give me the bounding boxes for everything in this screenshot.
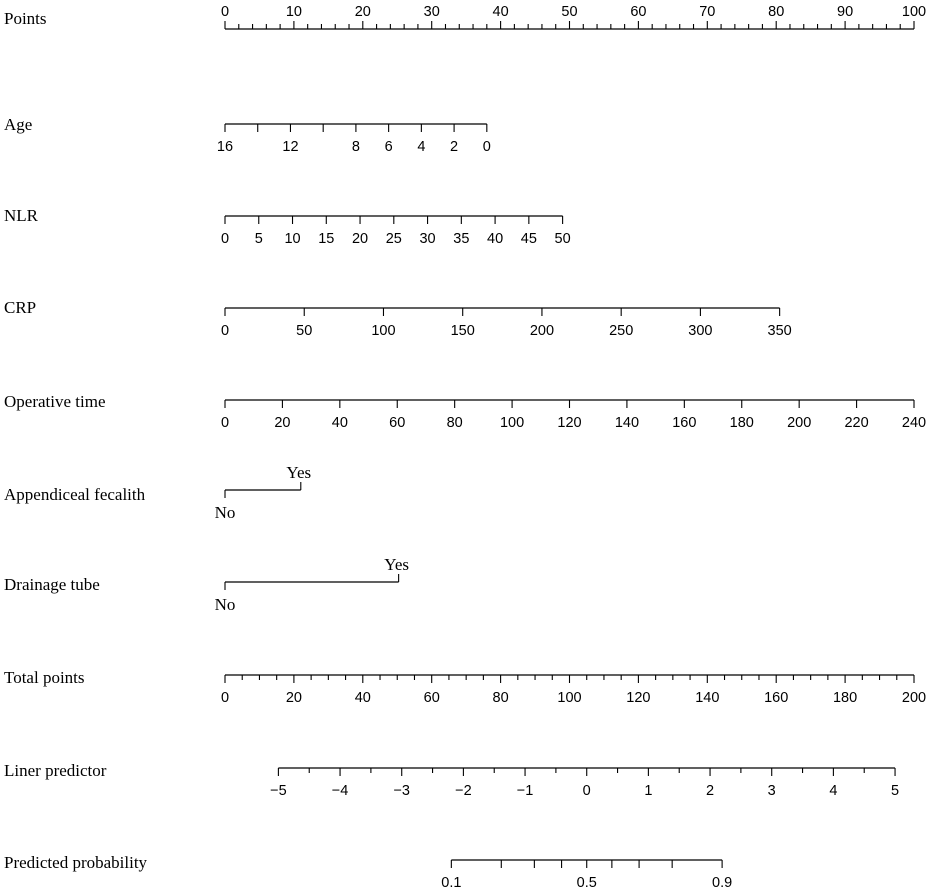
tick-label-predicted-probability-0-5: 0.5 bbox=[576, 875, 597, 890]
tick-label-total-points-0: 0 bbox=[220, 690, 230, 706]
tick-label-crp-150: 150 bbox=[450, 323, 475, 339]
level-drainage-tube-yes: Yes bbox=[384, 555, 410, 574]
tick-label-liner-predictor-3: −3 bbox=[393, 783, 411, 799]
tick-label-liner-predictor-3: 3 bbox=[767, 783, 776, 799]
tick-label-operative-time-60: 60 bbox=[389, 415, 406, 431]
tick-label-liner-predictor-4: 4 bbox=[829, 783, 838, 799]
row-label-total-points: Total points bbox=[4, 668, 85, 687]
tick-label-nlr-50: 50 bbox=[554, 231, 571, 247]
tick-label-total-points-100: 100 bbox=[557, 690, 582, 706]
tick-label-liner-predictor-1: −1 bbox=[516, 783, 534, 799]
row-predicted-probability bbox=[451, 860, 722, 868]
row-total-points bbox=[225, 675, 914, 683]
row-points bbox=[225, 21, 914, 29]
tick-label-operative-time-0: 0 bbox=[220, 415, 230, 431]
row-liner-predictor bbox=[278, 768, 895, 776]
tick-label-age-0: 0 bbox=[482, 139, 491, 155]
tick-label-nlr-5: 5 bbox=[254, 231, 263, 247]
row-label-predicted-probability: Predicted probability bbox=[4, 853, 148, 872]
tick-label-points-80: 80 bbox=[768, 4, 785, 20]
tick-label-total-points-80: 80 bbox=[492, 690, 509, 706]
row-label-appendiceal-fecalith: Appendiceal fecalith bbox=[4, 485, 146, 504]
tick-label-age-6: 6 bbox=[384, 139, 393, 155]
row-label-age: Age bbox=[4, 115, 33, 134]
tick-label-age-4: 4 bbox=[417, 139, 426, 155]
tick-label-total-points-120: 120 bbox=[626, 690, 651, 706]
tick-label-nlr-20: 20 bbox=[351, 231, 369, 247]
tick-label-predicted-probability-0-9: 0.9 bbox=[712, 875, 733, 890]
tick-label-crp-250: 250 bbox=[609, 323, 634, 339]
tick-label-age-16: 16 bbox=[216, 139, 234, 155]
row-nlr bbox=[225, 216, 563, 224]
row-appendiceal-fecalith bbox=[225, 482, 301, 498]
tick-label-operative-time-80: 80 bbox=[446, 415, 463, 431]
tick-label-points-40: 40 bbox=[492, 4, 509, 20]
tick-label-total-points-140: 140 bbox=[695, 690, 720, 706]
tick-label-total-points-60: 60 bbox=[423, 690, 440, 706]
tick-label-nlr-0: 0 bbox=[220, 231, 230, 247]
tick-label-crp-0: 0 bbox=[220, 323, 230, 339]
tick-label-liner-predictor-5: −5 bbox=[270, 783, 287, 799]
tick-label-nlr-40: 40 bbox=[487, 231, 504, 247]
tick-label-operative-time-40: 40 bbox=[331, 415, 348, 431]
tick-label-operative-time-20: 20 bbox=[274, 415, 291, 431]
tick-label-total-points-180: 180 bbox=[832, 690, 858, 706]
tick-label-liner-predictor-5: 5 bbox=[891, 783, 900, 799]
level-appendiceal-fecalith-no: No bbox=[214, 503, 236, 522]
tick-label-points-100: 100 bbox=[901, 4, 927, 20]
tick-label-age-12: 12 bbox=[282, 139, 299, 155]
row-crp bbox=[225, 308, 780, 316]
tick-label-crp-300: 300 bbox=[688, 323, 713, 339]
row-label-drainage-tube: Drainage tube bbox=[4, 575, 100, 594]
tick-label-liner-predictor-0: 0 bbox=[582, 783, 591, 799]
tick-label-points-50: 50 bbox=[561, 4, 578, 20]
tick-label-liner-predictor-2: −2 bbox=[455, 783, 472, 799]
tick-label-nlr-25: 25 bbox=[385, 231, 402, 247]
tick-label-points-60: 60 bbox=[630, 4, 647, 20]
tick-label-points-30: 30 bbox=[423, 4, 440, 20]
tick-label-operative-time-220: 220 bbox=[844, 415, 869, 431]
level-appendiceal-fecalith-yes: Yes bbox=[286, 463, 312, 482]
row-label-nlr: NLR bbox=[4, 206, 38, 225]
tick-label-nlr-30: 30 bbox=[419, 231, 436, 247]
tick-label-points-90: 90 bbox=[837, 4, 854, 20]
tick-label-nlr-45: 45 bbox=[520, 231, 537, 247]
tick-label-points-70: 70 bbox=[699, 4, 716, 20]
tick-label-liner-predictor-2: 2 bbox=[706, 783, 715, 799]
tick-label-total-points-20: 20 bbox=[285, 690, 302, 706]
tick-label-liner-predictor-1: 1 bbox=[644, 783, 653, 799]
tick-label-total-points-40: 40 bbox=[354, 690, 371, 706]
tick-label-nlr-35: 35 bbox=[453, 231, 470, 247]
tick-label-operative-time-100: 100 bbox=[499, 415, 525, 431]
tick-label-age-8: 8 bbox=[351, 139, 360, 155]
tick-label-nlr-15: 15 bbox=[318, 231, 335, 247]
tick-label-operative-time-240: 240 bbox=[901, 415, 927, 431]
tick-label-operative-time-140: 140 bbox=[614, 415, 640, 431]
tick-label-predicted-probability-0-1: 0.1 bbox=[441, 875, 462, 890]
row-label-operative-time: Operative time bbox=[4, 392, 106, 411]
level-drainage-tube-no: No bbox=[214, 595, 236, 614]
row-operative-time bbox=[225, 400, 914, 408]
tick-label-crp-50: 50 bbox=[296, 323, 313, 339]
tick-label-points-20: 20 bbox=[354, 4, 371, 20]
tick-label-nlr-10: 10 bbox=[284, 231, 301, 247]
row-label-liner-predictor: Liner predictor bbox=[4, 761, 107, 780]
tick-label-points-0: 0 bbox=[220, 4, 230, 20]
tick-label-operative-time-200: 200 bbox=[787, 415, 812, 431]
row-age bbox=[225, 124, 487, 132]
tick-label-crp-100: 100 bbox=[371, 323, 396, 339]
tick-label-crp-350: 350 bbox=[767, 323, 792, 339]
tick-label-operative-time-180: 180 bbox=[729, 415, 754, 431]
row-drainage-tube bbox=[225, 574, 399, 590]
tick-label-liner-predictor-4: −4 bbox=[331, 783, 349, 799]
row-label-crp: CRP bbox=[4, 298, 37, 317]
tick-label-total-points-200: 200 bbox=[901, 690, 927, 706]
tick-label-points-10: 10 bbox=[285, 4, 302, 20]
tick-label-operative-time-160: 160 bbox=[672, 415, 697, 431]
tick-label-crp-200: 200 bbox=[529, 323, 555, 339]
tick-label-age-2: 2 bbox=[450, 139, 459, 155]
tick-label-operative-time-120: 120 bbox=[557, 415, 582, 431]
row-label-points: Points bbox=[4, 9, 47, 28]
tick-label-total-points-160: 160 bbox=[764, 690, 789, 706]
